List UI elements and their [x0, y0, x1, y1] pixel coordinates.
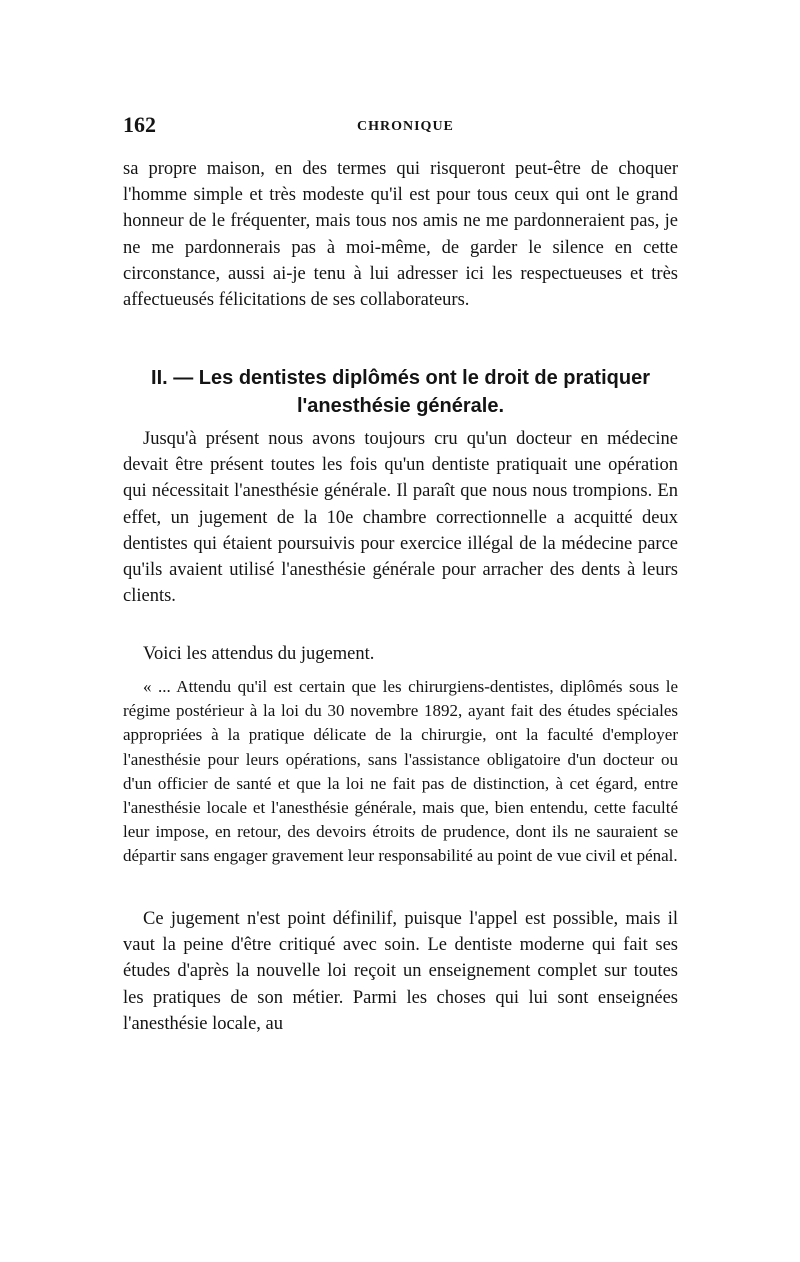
- running-head-title: CHRONIQUE: [357, 119, 454, 134]
- paragraph-closing: Ce jugement n'est point définilif, puisque l'appel est possible, mais il vaut la peine d'être critiqué avec soin. Le dentiste moderne qui fait ses études d'après la nouvelle loi reçoit un enseignement complet sur toutes les pratiques de son métier. Parmi les choses qui lui sont enseignées l'anesthésie locale, au: [123, 909, 678, 1034]
- page-number: 162: [123, 112, 156, 137]
- paragraph-intro: Jusqu'à présent nous avons toujours cru qu'un docteur en médecine devait être présent toutes les fois qu'un dentiste pratiquait une opération qui nécessitait l'anesthésie générale. Il paraît que nous nous trompions. En effet, un jugement de la 10e chambre correctionnelle a acquitté deux dentistes qui étaient poursuivis pour exercice illégal de la médecine parce qu'ils avaient utilisé l'anesthésie générale pour arracher des dents à leurs clients.: [123, 429, 678, 607]
- section-heading: II. — Les dentistes diplômés ont le droit de pratiquer l'anesthésie générale.: [151, 367, 650, 417]
- paragraph-voici: Voici les attendus du jugement.: [143, 644, 375, 664]
- running-head: [123, 112, 678, 142]
- paragraph-opening: sa propre maison, en des termes qui risqueront peut-être de choquer l'homme simple et très modeste qu'il est pour tous ceux qui ont le grand honneur de le fréquenter, mais tous nos amis ne me pardonneraient pas, je ne me pardonnerais pas à moi-même, de garder le silence en cette circonstance, aussi ai-je tenu à lui adresser ici les respectueuses et très affectueusés félicitations de ses collaborateurs.: [123, 159, 678, 311]
- paragraph-judgment-quote: « ... Attendu qu'il est certain que les chirurgiens-dentistes, diplômés sous le régime postérieur à la loi du 30 novembre 1892, ayant fait des études spéciales appropriées à la pratique délicate de la chirurgie, ont la faculté d'employer l'anesthésie pour leurs opérations, sans l'assistance obligatoire d'un docteur ou d'un officier de santé et que la loi ne fait pas de distinction, à cet égard, entre l'anesthésie locale et l'anesthésie générale, mais que, bien entendu, cette faculté leur impose, en retour, des devoirs étroits de prudence, dont ils ne sauraient se départir sans engager gravement leur responsabilité au point de vue civil et pénal.: [123, 677, 678, 866]
